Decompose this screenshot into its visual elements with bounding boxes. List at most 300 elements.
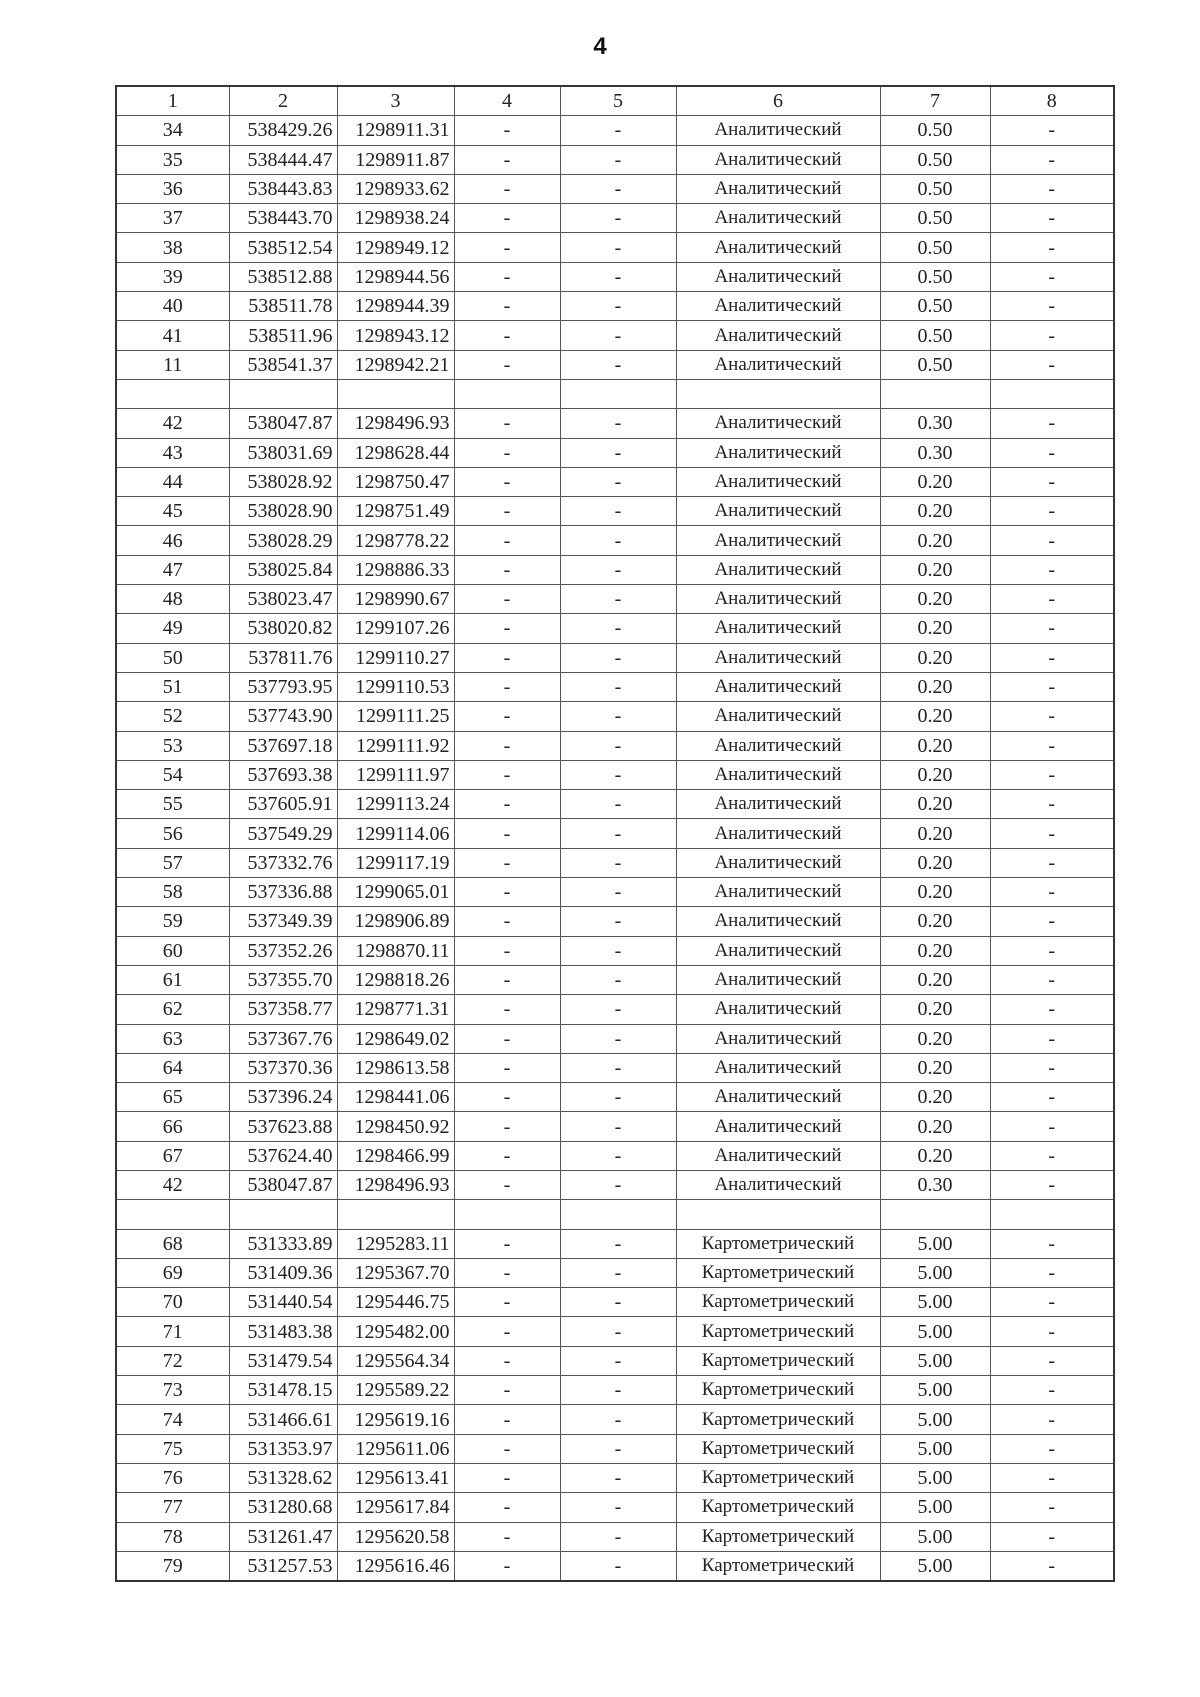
table-row [116, 204, 1114, 233]
col4-value-cell: - [454, 1053, 560, 1082]
spacer-row [116, 1200, 1114, 1229]
accuracy-cell: 5.00 [880, 1463, 990, 1492]
accuracy-cell: 5.00 [880, 1288, 990, 1317]
col5-value-cell: - [560, 1346, 676, 1375]
col5-value-cell: - [560, 555, 676, 584]
point-number-cell: 42 [116, 1170, 229, 1199]
col5-value-cell: - [560, 1376, 676, 1405]
x-coordinate-cell: 538028.90 [229, 497, 337, 526]
y-coordinate-cell: 1295446.75 [337, 1288, 454, 1317]
method-cell: Картометрический [676, 1405, 880, 1434]
accuracy-cell: 0.50 [880, 233, 990, 262]
col8-value-cell: - [990, 204, 1114, 233]
x-coordinate-cell: 537355.70 [229, 965, 337, 994]
accuracy-cell: 0.50 [880, 116, 990, 145]
col4-value-cell: - [454, 292, 560, 321]
col8-value-cell: - [990, 907, 1114, 936]
x-coordinate-cell: 537358.77 [229, 995, 337, 1024]
table-row [116, 1522, 1114, 1551]
table-row [116, 790, 1114, 819]
point-number-cell: 34 [116, 116, 229, 145]
col5-value-cell: - [560, 995, 676, 1024]
accuracy-cell: 0.50 [880, 321, 990, 350]
y-coordinate-cell: 1298886.33 [337, 555, 454, 584]
table-row [116, 1288, 1114, 1317]
col5-value-cell: - [560, 585, 676, 614]
accuracy-cell: 5.00 [880, 1376, 990, 1405]
y-coordinate-cell: 1298911.31 [337, 116, 454, 145]
x-coordinate-cell: 537605.91 [229, 790, 337, 819]
accuracy-cell: 0.20 [880, 1141, 990, 1170]
point-number-cell: 73 [116, 1376, 229, 1405]
table-row [116, 116, 1114, 145]
method-cell: Аналитический [676, 1024, 880, 1053]
table-row [116, 995, 1114, 1024]
col8-value-cell: - [990, 497, 1114, 526]
x-coordinate-cell: 538047.87 [229, 1170, 337, 1199]
table-row [116, 1112, 1114, 1141]
col4-value-cell: - [454, 1405, 560, 1434]
accuracy-cell [880, 379, 990, 408]
x-coordinate-cell [229, 1200, 337, 1229]
method-cell: Картометрический [676, 1522, 880, 1551]
col8-value-cell: - [990, 1288, 1114, 1317]
method-cell: Аналитический [676, 145, 880, 174]
table-row [116, 1170, 1114, 1199]
point-number-cell: 67 [116, 1141, 229, 1170]
col5-value-cell: - [560, 760, 676, 789]
col4-value-cell: - [454, 1522, 560, 1551]
accuracy-cell: 0.30 [880, 1170, 990, 1199]
point-number-cell: 57 [116, 848, 229, 877]
col4-value-cell: - [454, 526, 560, 555]
y-coordinate-cell: 1298613.58 [337, 1053, 454, 1082]
col4-value-cell: - [454, 672, 560, 701]
table-row [116, 467, 1114, 496]
y-coordinate-cell: 1299111.92 [337, 731, 454, 760]
y-coordinate-cell: 1299114.06 [337, 819, 454, 848]
col8-value-cell: - [990, 1551, 1114, 1581]
column-header-8: 8 [990, 86, 1114, 116]
table-row [116, 1376, 1114, 1405]
x-coordinate-cell: 531333.89 [229, 1229, 337, 1258]
point-number-cell: 72 [116, 1346, 229, 1375]
point-number-cell [116, 1200, 229, 1229]
accuracy-cell: 5.00 [880, 1346, 990, 1375]
point-number-cell: 56 [116, 819, 229, 848]
point-number-cell: 55 [116, 790, 229, 819]
y-coordinate-cell [337, 379, 454, 408]
point-number-cell: 76 [116, 1463, 229, 1492]
col5-value-cell: - [560, 819, 676, 848]
y-coordinate-cell: 1298818.26 [337, 965, 454, 994]
point-number-cell: 48 [116, 585, 229, 614]
y-coordinate-cell: 1298450.92 [337, 1112, 454, 1141]
col4-value-cell: - [454, 1493, 560, 1522]
col4-value-cell: - [454, 731, 560, 760]
point-number-cell: 43 [116, 438, 229, 467]
point-number-cell: 36 [116, 174, 229, 203]
col4-value-cell: - [454, 585, 560, 614]
col4-value-cell: - [454, 1141, 560, 1170]
table-row [116, 1141, 1114, 1170]
col8-value-cell: - [990, 1463, 1114, 1492]
y-coordinate-cell: 1298496.93 [337, 1170, 454, 1199]
col5-value-cell: - [560, 1493, 676, 1522]
column-header-7: 7 [880, 86, 990, 116]
col8-value-cell: - [990, 467, 1114, 496]
col5-value-cell: - [560, 262, 676, 291]
method-cell: Картометрический [676, 1551, 880, 1581]
col5-value-cell: - [560, 702, 676, 731]
x-coordinate-cell: 538031.69 [229, 438, 337, 467]
accuracy-cell: 0.20 [880, 702, 990, 731]
y-coordinate-cell: 1299107.26 [337, 614, 454, 643]
col5-value-cell: - [560, 204, 676, 233]
accuracy-cell: 0.20 [880, 1083, 990, 1112]
col8-value-cell: - [990, 1258, 1114, 1287]
col5-value-cell: - [560, 936, 676, 965]
col4-value-cell: - [454, 1083, 560, 1112]
y-coordinate-cell: 1299111.25 [337, 702, 454, 731]
table-row [116, 672, 1114, 701]
method-cell: Аналитический [676, 350, 880, 379]
spacer-row [116, 379, 1114, 408]
method-cell: Аналитический [676, 965, 880, 994]
y-coordinate-cell: 1295619.16 [337, 1405, 454, 1434]
accuracy-cell: 0.20 [880, 526, 990, 555]
x-coordinate-cell: 537743.90 [229, 702, 337, 731]
accuracy-cell: 5.00 [880, 1434, 990, 1463]
column-header-5: 5 [560, 86, 676, 116]
col8-value-cell: - [990, 1346, 1114, 1375]
point-number-cell: 54 [116, 760, 229, 789]
col5-value-cell: - [560, 1053, 676, 1082]
col8-value-cell: - [990, 233, 1114, 262]
y-coordinate-cell: 1298496.93 [337, 409, 454, 438]
col5-value-cell: - [560, 878, 676, 907]
table-row [116, 760, 1114, 789]
point-number-cell: 62 [116, 995, 229, 1024]
accuracy-cell: 0.50 [880, 292, 990, 321]
x-coordinate-cell: 538047.87 [229, 409, 337, 438]
col5-value-cell: - [560, 116, 676, 145]
col5-value-cell: - [560, 1522, 676, 1551]
col5-value-cell: - [560, 848, 676, 877]
col5-value-cell: - [560, 672, 676, 701]
table-row [116, 1258, 1114, 1287]
col5-value-cell [560, 1200, 676, 1229]
accuracy-cell: 5.00 [880, 1551, 990, 1581]
accuracy-cell: 0.30 [880, 409, 990, 438]
col4-value-cell: - [454, 907, 560, 936]
col8-value-cell: - [990, 819, 1114, 848]
col5-value-cell: - [560, 292, 676, 321]
method-cell: Аналитический [676, 438, 880, 467]
col5-value-cell: - [560, 1288, 676, 1317]
method-cell: Аналитический [676, 643, 880, 672]
x-coordinate-cell: 537811.76 [229, 643, 337, 672]
col4-value-cell: - [454, 204, 560, 233]
point-number-cell: 42 [116, 409, 229, 438]
col8-value-cell: - [990, 585, 1114, 614]
col5-value-cell: - [560, 409, 676, 438]
col4-value-cell: - [454, 1317, 560, 1346]
y-coordinate-cell: 1295564.34 [337, 1346, 454, 1375]
y-coordinate-cell: 1295589.22 [337, 1376, 454, 1405]
point-number-cell: 79 [116, 1551, 229, 1581]
x-coordinate-cell: 538023.47 [229, 585, 337, 614]
col8-value-cell: - [990, 1112, 1114, 1141]
table-row [116, 1317, 1114, 1346]
y-coordinate-cell: 1295283.11 [337, 1229, 454, 1258]
col5-value-cell: - [560, 467, 676, 496]
col4-value-cell: - [454, 936, 560, 965]
col5-value-cell: - [560, 174, 676, 203]
y-coordinate-cell: 1298771.31 [337, 995, 454, 1024]
method-cell: Аналитический [676, 497, 880, 526]
method-cell: Картометрический [676, 1493, 880, 1522]
col8-value-cell: - [990, 995, 1114, 1024]
method-cell: Картометрический [676, 1346, 880, 1375]
accuracy-cell: 5.00 [880, 1522, 990, 1551]
point-number-cell: 52 [116, 702, 229, 731]
table-row [116, 936, 1114, 965]
col4-value-cell: - [454, 643, 560, 672]
accuracy-cell: 5.00 [880, 1317, 990, 1346]
method-cell: Аналитический [676, 936, 880, 965]
col8-value-cell [990, 379, 1114, 408]
col8-value-cell: - [990, 116, 1114, 145]
col4-value-cell: - [454, 1376, 560, 1405]
table-row [116, 321, 1114, 350]
col8-value-cell: - [990, 1317, 1114, 1346]
col8-value-cell: - [990, 555, 1114, 584]
accuracy-cell: 0.20 [880, 995, 990, 1024]
col5-value-cell: - [560, 614, 676, 643]
accuracy-cell: 0.20 [880, 1112, 990, 1141]
col8-value-cell: - [990, 1229, 1114, 1258]
column-header-3: 3 [337, 86, 454, 116]
col5-value-cell: - [560, 1141, 676, 1170]
table-row [116, 643, 1114, 672]
col5-value-cell: - [560, 145, 676, 174]
point-number-cell: 39 [116, 262, 229, 291]
method-cell: Аналитический [676, 995, 880, 1024]
col8-value-cell: - [990, 321, 1114, 350]
col4-value-cell: - [454, 1463, 560, 1492]
table-row [116, 1346, 1114, 1375]
y-coordinate-cell: 1295367.70 [337, 1258, 454, 1287]
column-header-6: 6 [676, 86, 880, 116]
col5-value-cell: - [560, 907, 676, 936]
table-row [116, 1405, 1114, 1434]
y-coordinate-cell: 1295613.41 [337, 1463, 454, 1492]
col8-value-cell: - [990, 1434, 1114, 1463]
table-row [116, 350, 1114, 379]
point-number-cell: 45 [116, 497, 229, 526]
method-cell: Аналитический [676, 614, 880, 643]
point-number-cell: 50 [116, 643, 229, 672]
point-number-cell: 37 [116, 204, 229, 233]
table-row [116, 292, 1114, 321]
method-cell: Аналитический [676, 819, 880, 848]
method-cell: Аналитический [676, 116, 880, 145]
col5-value-cell: - [560, 1170, 676, 1199]
y-coordinate-cell: 1298906.89 [337, 907, 454, 936]
y-coordinate-cell: 1298990.67 [337, 585, 454, 614]
point-number-cell: 74 [116, 1405, 229, 1434]
col4-value-cell: - [454, 497, 560, 526]
accuracy-cell: 0.20 [880, 643, 990, 672]
col5-value-cell: - [560, 438, 676, 467]
method-cell: Картометрический [676, 1258, 880, 1287]
x-coordinate-cell: 538512.88 [229, 262, 337, 291]
point-number-cell: 47 [116, 555, 229, 584]
y-coordinate-cell: 1295482.00 [337, 1317, 454, 1346]
x-coordinate-cell: 537336.88 [229, 878, 337, 907]
x-coordinate-cell: 538028.92 [229, 467, 337, 496]
col8-value-cell: - [990, 1141, 1114, 1170]
col8-value-cell: - [990, 790, 1114, 819]
point-number-cell: 11 [116, 350, 229, 379]
point-number-cell: 61 [116, 965, 229, 994]
accuracy-cell: 0.50 [880, 262, 990, 291]
accuracy-cell: 0.20 [880, 1024, 990, 1053]
col8-value-cell: - [990, 702, 1114, 731]
y-coordinate-cell: 1298942.21 [337, 350, 454, 379]
table-row [116, 731, 1114, 760]
accuracy-cell: 5.00 [880, 1258, 990, 1287]
y-coordinate-cell [337, 1200, 454, 1229]
col5-value-cell: - [560, 1463, 676, 1492]
y-coordinate-cell: 1298933.62 [337, 174, 454, 203]
col4-value-cell: - [454, 790, 560, 819]
col8-value-cell: - [990, 1405, 1114, 1434]
point-number-cell: 68 [116, 1229, 229, 1258]
table-row [116, 585, 1114, 614]
method-cell: Аналитический [676, 467, 880, 496]
col8-value-cell: - [990, 643, 1114, 672]
col4-value-cell: - [454, 145, 560, 174]
table-row [116, 145, 1114, 174]
col5-value-cell: - [560, 643, 676, 672]
accuracy-cell: 0.20 [880, 614, 990, 643]
accuracy-cell: 5.00 [880, 1493, 990, 1522]
y-coordinate-cell: 1295611.06 [337, 1434, 454, 1463]
x-coordinate-cell: 537352.26 [229, 936, 337, 965]
point-number-cell: 60 [116, 936, 229, 965]
x-coordinate-cell: 538025.84 [229, 555, 337, 584]
x-coordinate-cell: 538020.82 [229, 614, 337, 643]
accuracy-cell: 0.20 [880, 907, 990, 936]
table-row [116, 1463, 1114, 1492]
col4-value-cell: - [454, 350, 560, 379]
col4-value-cell: - [454, 878, 560, 907]
x-coordinate-cell: 531328.62 [229, 1463, 337, 1492]
y-coordinate-cell: 1298441.06 [337, 1083, 454, 1112]
col4-value-cell: - [454, 321, 560, 350]
col4-value-cell: - [454, 995, 560, 1024]
col4-value-cell: - [454, 467, 560, 496]
col5-value-cell: - [560, 1551, 676, 1581]
col4-value-cell: - [454, 409, 560, 438]
method-cell: Картометрический [676, 1288, 880, 1317]
col4-value-cell: - [454, 965, 560, 994]
method-cell: Аналитический [676, 702, 880, 731]
table-header [116, 86, 1114, 116]
col5-value-cell: - [560, 731, 676, 760]
point-number-cell: 49 [116, 614, 229, 643]
y-coordinate-cell: 1299065.01 [337, 878, 454, 907]
method-cell [676, 379, 880, 408]
accuracy-cell: 0.20 [880, 672, 990, 701]
point-number-cell [116, 379, 229, 408]
method-cell: Аналитический [676, 1083, 880, 1112]
x-coordinate-cell: 538512.54 [229, 233, 337, 262]
method-cell: Картометрический [676, 1376, 880, 1405]
x-coordinate-cell: 537693.38 [229, 760, 337, 789]
col4-value-cell: - [454, 555, 560, 584]
x-coordinate-cell: 531409.36 [229, 1258, 337, 1287]
col4-value-cell: - [454, 848, 560, 877]
col8-value-cell: - [990, 760, 1114, 789]
col8-value-cell: - [990, 878, 1114, 907]
col4-value-cell: - [454, 438, 560, 467]
method-cell: Аналитический [676, 790, 880, 819]
col8-value-cell: - [990, 1024, 1114, 1053]
col5-value-cell: - [560, 497, 676, 526]
accuracy-cell: 5.00 [880, 1405, 990, 1434]
col4-value-cell: - [454, 760, 560, 789]
x-coordinate-cell: 538443.70 [229, 204, 337, 233]
x-coordinate-cell: 531479.54 [229, 1346, 337, 1375]
x-coordinate-cell: 531353.97 [229, 1434, 337, 1463]
col4-value-cell: - [454, 233, 560, 262]
point-number-cell: 64 [116, 1053, 229, 1082]
point-number-cell: 40 [116, 292, 229, 321]
method-cell: Аналитический [676, 878, 880, 907]
method-cell: Аналитический [676, 907, 880, 936]
y-coordinate-cell: 1298778.22 [337, 526, 454, 555]
method-cell: Аналитический [676, 1141, 880, 1170]
col5-value-cell: - [560, 1317, 676, 1346]
accuracy-cell: 0.20 [880, 760, 990, 789]
method-cell: Аналитический [676, 1170, 880, 1199]
point-number-cell: 78 [116, 1522, 229, 1551]
point-number-cell: 41 [116, 321, 229, 350]
col5-value-cell: - [560, 321, 676, 350]
accuracy-cell: 0.20 [880, 965, 990, 994]
method-cell: Аналитический [676, 1112, 880, 1141]
y-coordinate-cell: 1298750.47 [337, 467, 454, 496]
header-row [116, 86, 1114, 116]
x-coordinate-cell: 537396.24 [229, 1083, 337, 1112]
col5-value-cell: - [560, 1112, 676, 1141]
y-coordinate-cell: 1298938.24 [337, 204, 454, 233]
table-row [116, 497, 1114, 526]
col8-value-cell: - [990, 350, 1114, 379]
accuracy-cell: 0.20 [880, 878, 990, 907]
col4-value-cell: - [454, 1024, 560, 1053]
x-coordinate-cell: 538511.78 [229, 292, 337, 321]
y-coordinate-cell: 1299110.27 [337, 643, 454, 672]
x-coordinate-cell: 537349.39 [229, 907, 337, 936]
table-row [116, 1024, 1114, 1053]
point-number-cell: 63 [116, 1024, 229, 1053]
accuracy-cell: 5.00 [880, 1229, 990, 1258]
y-coordinate-cell: 1298943.12 [337, 321, 454, 350]
